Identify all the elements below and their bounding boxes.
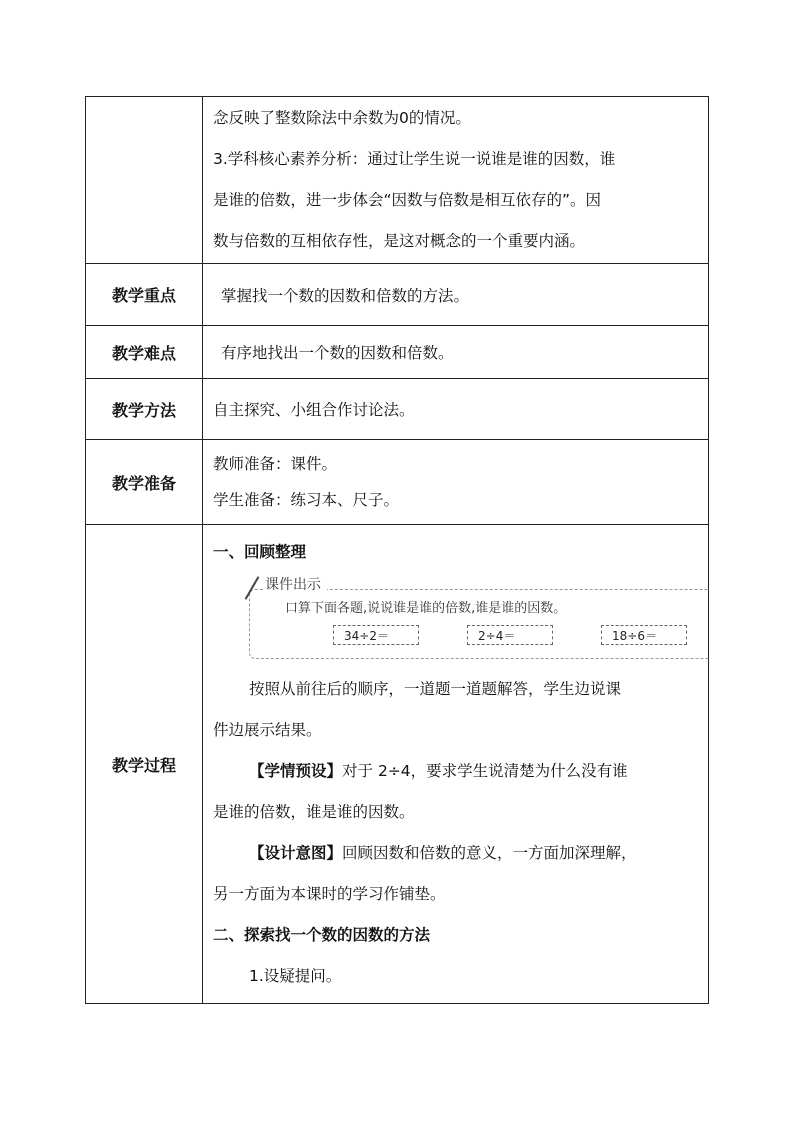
intent-line-2: 另一方面为本课时的学习作铺垫。 [213, 884, 446, 903]
student-preparation: 学生准备：练习本、尺子。 [213, 491, 400, 509]
intent-line-1 [213, 833, 700, 874]
analysis-label-cell [86, 97, 203, 264]
intent-tag: 【设计意图】 [249, 843, 343, 862]
preparation-content [203, 440, 709, 525]
preparation-row [86, 440, 709, 525]
analysis-line-4: 数与倍数的互相依存性，是这对概念的一个重要内涵。 [213, 232, 586, 250]
section-2-title: 二、探索找一个数的因数的方法 [213, 925, 431, 944]
preset-line-1 [213, 751, 700, 792]
method-text: 自主探究、小组合作讨论法。 [213, 401, 415, 419]
process-row [86, 525, 709, 1004]
preparation-label: 教学准备 [86, 440, 203, 525]
courseware-instruction: 口算下面各题,说说谁是谁的倍数,谁是谁的因数。 [285, 600, 567, 616]
lesson-plan-table [85, 96, 709, 1004]
key-point-content [203, 264, 709, 326]
step-1: 1.设疑提问。 [249, 966, 342, 985]
section-1-title: 一、回顾整理 [213, 542, 307, 561]
difficulty-label: 教学难点 [86, 326, 203, 379]
courseware-item-3: 18÷6＝ [601, 625, 687, 645]
method-row [86, 379, 709, 440]
courseware-box [249, 573, 709, 669]
key-point-row [86, 264, 709, 326]
process-label: 教学过程 [86, 525, 203, 1004]
analysis-content-cell [203, 97, 709, 264]
courseware-title: 课件出示 [263, 573, 327, 597]
process-para-1-line-2: 件边展示结果。 [213, 720, 322, 739]
analysis-line-3: 是谁的倍数，进一步体会“因数与倍数是相互依存的”。因 [213, 191, 602, 209]
courseware-item-1: 34÷2＝ [333, 625, 419, 645]
preset-line-2: 是谁的倍数，谁是谁的因数。 [213, 802, 415, 821]
method-label: 教学方法 [86, 379, 203, 440]
teacher-preparation: 教师准备：课件。 [213, 455, 338, 473]
difficulty-content [203, 326, 709, 379]
analysis-line-1: 念反映了整数除法中余数为0的情况。 [213, 109, 471, 127]
preset-tag: 【学情预设】 [249, 761, 343, 780]
difficulty-row [86, 326, 709, 379]
analysis-row [86, 97, 709, 264]
difficulty-text: 有序地找出一个数的因数和倍数。 [221, 344, 454, 362]
analysis-line-2: 3.学科核心素养分析：通过让学生说一说谁是谁的因数，谁 [213, 150, 616, 168]
intent-text: 回顾因数和倍数的意义，一方面加深理解， [342, 843, 637, 862]
method-content [203, 379, 709, 440]
courseware-item-2: 2÷4＝ [467, 625, 553, 645]
key-point-label: 教学重点 [86, 264, 203, 326]
process-para-1-line-1: 按照从前往后的顺序，一道题一道题解答，学生边说课 [249, 679, 622, 698]
preset-text: 对于 2÷4，要求学生说清楚为什么没有谁 [342, 761, 628, 780]
key-point-text: 掌握找一个数的因数和倍数的方法。 [221, 286, 470, 305]
process-content [203, 525, 709, 1004]
